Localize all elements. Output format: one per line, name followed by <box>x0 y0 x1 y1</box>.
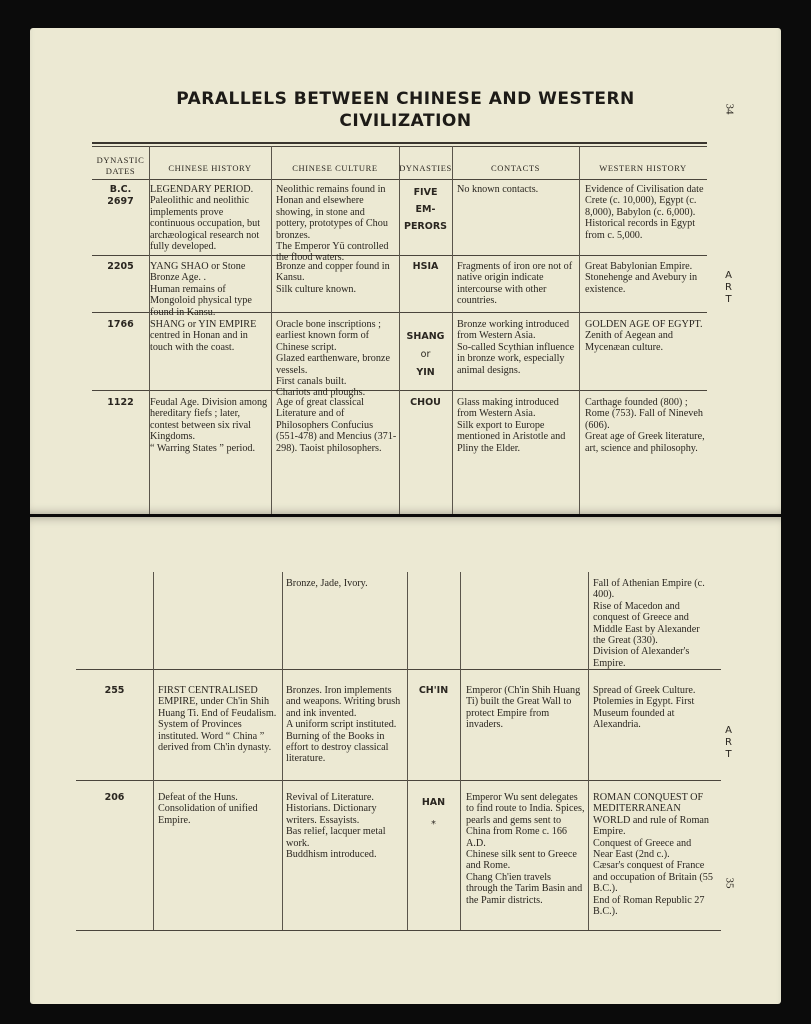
row-date: B.C. 2697 <box>107 184 134 207</box>
dynasty-cell: HSIA <box>412 261 439 272</box>
page-number: 35 <box>723 877 736 889</box>
culture-cell: Neolithic remains found in Honan and elsewhere showing, in stone and pottery, prototypes of Chou bronzes. The Emperor Yü controlled the flood waters. <box>276 184 389 264</box>
history-cell: FIRST CENTRALISED EMPIRE, under Ch'in Shih Huang Ti. End of Feudalism. System of Provinces instituted. Word “ China ” derived from Ch'in dynasty. <box>158 685 277 754</box>
culture-cell: Bronze, Jade, Ivory. <box>286 578 368 589</box>
contacts-cell: Glass making introduced from Western Asia. Silk export to Europe mentioned in Aristotle and Pliny the Elder. <box>457 397 566 454</box>
margin-label: ART <box>723 725 734 761</box>
contacts-cell: No known contacts. <box>457 184 539 195</box>
history-cell: YANG SHAO or Stone Bronze Age. . Human remains of Mongoloid physical type found in Kansu. <box>150 261 252 318</box>
history-cell: Defeat of the Huns. Consolidation of unified Empire. <box>158 792 258 826</box>
top-page <box>30 28 781 514</box>
contacts-cell: Emperor (Ch'in Shih Huang Ti) built the Great Wall to protect Empire from invaders. <box>466 685 581 731</box>
title-line-2: CIVILIZATION <box>339 111 472 131</box>
header-chinese-history: CHINESE HISTORY <box>168 163 252 173</box>
history-cell: Feudal Age. Division among hereditary fiefs ; later, contest between six rival Kingdoms. “ Warring States ” period. <box>150 397 268 454</box>
history-cell: LEGENDARY PERIOD. Paleolithic and neolithic implements prove continuous occupation, but archæological research not fully developed. <box>150 184 261 253</box>
header-contacts: CONTACTS <box>491 163 540 173</box>
dynasty-cell: SHANG or YIN <box>406 331 445 378</box>
dynasty-cell: CH'IN <box>418 685 449 696</box>
contacts-cell: Emperor Wu sent delegates to find route to India. Spices, pearls and gems sent to China from Rome c. 166 A.D. Chinese silk sent to Greece and Rome. Chang Ch'ien travels through the Tarim Basin and the Pamir districts. <box>466 792 585 906</box>
title-line-1: PARALLELS BETWEEN CHINESE AND WESTERN <box>176 89 635 109</box>
row-date: 1766 <box>107 319 134 330</box>
header-western-history: WESTERN HISTORY <box>599 163 687 173</box>
culture-cell: Oracle bone inscriptions ; earliest known form of Chinese script. Glazed earthenware, bronze vessels. First canals built. Chariots and ploughs. <box>276 319 390 399</box>
row-date: 2205 <box>107 261 134 272</box>
page-number: 34 <box>723 103 736 115</box>
western-cell: Evidence of Civilisation date Crete (c. 10,000), Egypt (c. 8,000), Babylon (c. 6,000). Historical records in Egypt from c. 5,000. <box>585 184 704 241</box>
row-date: 206 <box>104 792 125 803</box>
header-chinese-culture: CHINESE CULTURE <box>292 163 378 173</box>
row-date: 255 <box>104 685 125 696</box>
contacts-cell: Bronze working introduced from Western Asia. So-called Scythian influence in bronze work, especially animal designs. <box>457 319 575 376</box>
western-cell: Spread of Greek Culture. Ptolemies in Egypt. First Museum founded at Alexandria. <box>593 685 696 731</box>
western-cell: GOLDEN AGE OF EGYPT. Zenith of Aegean and Mycenæan culture. <box>585 319 703 353</box>
dynasty-cell: HAN * <box>421 797 446 830</box>
western-cell: ROMAN CONQUEST OF MEDITERRANEAN WORLD and rule of Roman Empire. Conquest of Greece and Near East (2nd c.). Cæsar's conquest of France and occupation of Britain (55 B.C.). End of Roman Republic 27 B.C.). <box>593 792 713 918</box>
culture-cell: Revival of Literature. Historians. Dictionary writers. Essayists. Bas relief, lacquer metal work. Buddhism introduced. <box>286 792 386 861</box>
western-cell: Carthage founded (800) ; Rome (753). Fall of Nineveh (606). Great age of Greek literature, art, science and philosophy. <box>585 397 705 454</box>
dynasty-cell: FIVE EM- PERORS <box>403 187 447 232</box>
bottom-page <box>30 517 781 1004</box>
header-dynasties: DYNASTIES <box>399 163 452 173</box>
culture-cell: Age of great classical Literature and of Philosophers Confucius (551-478) and Mencius (371-298). Taoist philosophers. <box>276 397 397 454</box>
western-cell: Fall of Athenian Empire (c. 400). Rise of Macedon and conquest of Greece and Middle East by Alexander the Great (330). Division of Alexander's Empire. <box>593 578 705 669</box>
header-dynastic-dates: DYNASTIC DATES <box>96 155 145 176</box>
contacts-cell: Fragments of iron ore not of native origin indicate intercourse with other countries. <box>457 261 573 307</box>
culture-cell: Bronze and copper found in Kansu. Silk culture known. <box>276 261 390 295</box>
history-cell: SHANG or YIN EMPIRE centred in Honan and in touch with the coast. <box>150 319 257 353</box>
margin-label: ART <box>723 270 734 306</box>
row-date: 1122 <box>107 397 134 408</box>
western-cell: Great Babylonian Empire. Stonehenge and Avebury in existence. <box>585 261 698 295</box>
dynasty-cell: CHOU <box>410 397 441 408</box>
culture-cell: Bronzes. Iron implements and weapons. Writing brush and ink invented. A uniform script instituted. Burning of the Books in effort to destroy classical literature. <box>286 685 401 765</box>
